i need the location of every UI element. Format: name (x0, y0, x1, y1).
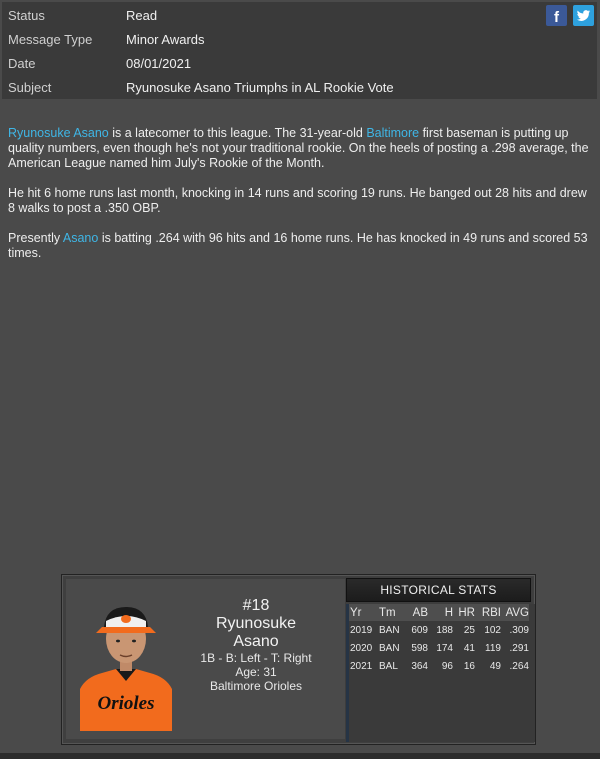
message-type-label: Message Type (8, 32, 93, 47)
article-text: is batting .264 with 96 hits and 16 home runs. He has knocked in 49 runs and scored 53 times. (8, 231, 588, 260)
header-row-message-type (2, 26, 597, 50)
player-position-bats-throws: 1B - B: Left - T: Right (200, 651, 312, 665)
stat-ab: 364 (411, 660, 428, 672)
column-header-ab[interactable]: AB (403, 604, 428, 621)
status-value: Read (126, 8, 158, 23)
stat-team: BAN (379, 642, 400, 654)
player-card (61, 574, 536, 745)
stat-avg: .291 (509, 642, 529, 654)
player-team: Baltimore Orioles (209, 679, 303, 693)
player-portrait[interactable] (80, 597, 172, 731)
date-value: 08/01/2021 (126, 56, 192, 71)
column-header-hr[interactable]: HR (453, 604, 475, 621)
date-label: Date (8, 56, 36, 71)
table-row[interactable] (349, 657, 529, 675)
player-number: #18 (242, 597, 270, 614)
historical-stats-panel (345, 577, 533, 742)
column-header-avg[interactable]: AVG (501, 604, 529, 621)
player-first-name: Ryunosuke (215, 615, 297, 632)
historical-stats-title: HISTORICAL STATS (346, 578, 531, 602)
player-details (186, 597, 326, 693)
column-header-h[interactable]: H (428, 604, 453, 621)
subject-label: Subject (8, 80, 52, 95)
column-header-tm[interactable]: Tm (376, 604, 403, 621)
status-label: Status (8, 8, 45, 23)
article-text: first baseman is putting up quality numbers, even though he's not your traditional rookie. On the heels of posting a .298 average, the American League named him July's Rookie of the Month. (8, 126, 589, 170)
stat-rbi: 119 (485, 642, 501, 654)
stat-team: BAN (379, 624, 400, 636)
stat-rbi: 102 (484, 624, 501, 636)
article-body (8, 126, 593, 276)
article-text: Presently (8, 231, 63, 245)
message-type-value: Minor Awards (126, 32, 205, 47)
column-header-rbi[interactable]: RBI (475, 604, 501, 621)
stat-hr: 41 (463, 642, 475, 654)
article-text: is a latecomer to this league. The 31-year-old (108, 126, 367, 140)
stat-h: 174 (436, 642, 453, 654)
header-row-subject (2, 74, 597, 98)
player-age: Age: 31 (235, 665, 277, 679)
historical-stats-table (349, 604, 529, 675)
header-row-status (2, 2, 597, 26)
table-row[interactable] (349, 621, 529, 639)
stat-avg: .264 (509, 660, 529, 672)
table-row[interactable] (349, 639, 529, 657)
twitter-share-button[interactable] (573, 5, 594, 26)
player-link[interactable]: Asano (62, 231, 99, 245)
stat-rbi: 49 (489, 660, 501, 672)
stat-ab: 598 (411, 642, 428, 654)
stat-team: BAL (379, 660, 398, 672)
stat-year: 2020 (350, 642, 373, 654)
message-header (2, 2, 597, 99)
player-link[interactable]: Ryunosuke Asano (8, 126, 109, 140)
player-last-name: Asano (233, 633, 279, 650)
stat-year: 2021 (350, 660, 373, 672)
article-paragraph-1 (8, 126, 593, 171)
stat-avg: .309 (509, 624, 529, 636)
twitter-icon (573, 5, 594, 26)
stat-year: 2019 (350, 624, 373, 636)
facebook-glyph: f (554, 9, 559, 26)
stat-ab: 609 (411, 624, 428, 636)
bottom-border (0, 753, 600, 759)
article-paragraph-2: He hit 6 home runs last month, knocking in 14 runs and scoring 19 runs. He banged out 28 hits and drew 8 walks to post a .350 OBP. (8, 186, 587, 215)
player-card-info (66, 579, 345, 739)
team-link[interactable]: Baltimore (366, 126, 420, 140)
stats-header-row (349, 604, 529, 621)
column-header-yr[interactable]: Yr (349, 604, 376, 621)
stat-hr: 25 (463, 624, 475, 636)
stat-h: 188 (436, 624, 453, 636)
subject-value: Ryunosuke Asano Triumphs in AL Rookie Vote (126, 80, 394, 95)
stat-hr: 16 (463, 660, 475, 672)
article-paragraph-3 (8, 231, 593, 261)
facebook-icon (546, 5, 567, 26)
jersey-text: Orioles (97, 693, 155, 714)
stat-h: 96 (441, 660, 453, 672)
facebook-share-button[interactable] (546, 5, 567, 26)
historical-stats-body (346, 604, 535, 742)
header-row-date (2, 50, 597, 74)
